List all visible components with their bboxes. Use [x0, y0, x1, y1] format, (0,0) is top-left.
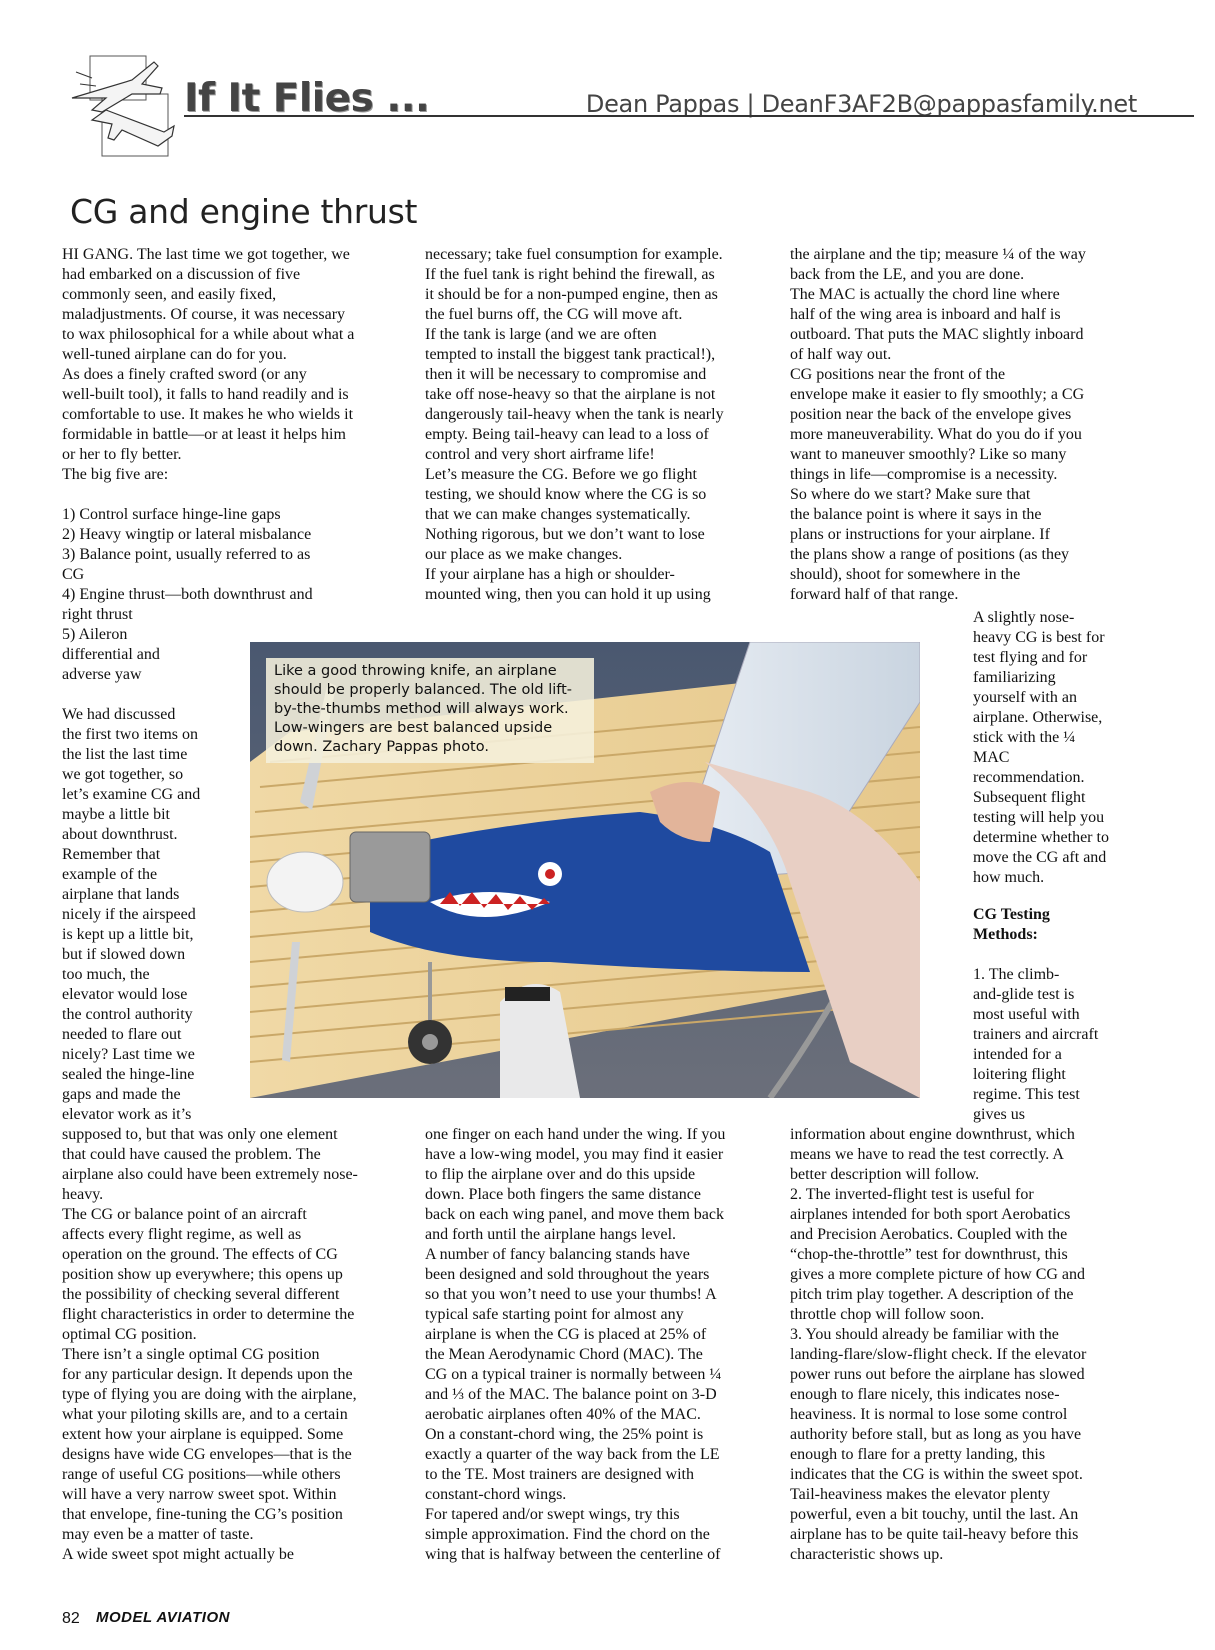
column-title: If It Flies ...: [184, 76, 430, 121]
byline: Dean Pappas | DeanF3AF2B@pappasfamily.net: [585, 90, 1137, 118]
column3-top-text: the airplane and the tip; measure ¼ of the way back from the LE, and you are done. The MAC is actually the chord line where half of the wing area is inboard and half is outboard. That puts the MAC slightly inboard of half way out. CG positions near the front of the envelope make it easier to fly smoothly; a CG position near the back of the envelope gives more maneuverability. What do you do if you want to maneuver smoothly? Like so many things in life—compromise is a necessity. So where do we start? Make sure that the balance point is where it says in the plans or instructions for your airplane. If the plans show a range of positions (as they should), shoot for somewhere in the forward half of that range.: [790, 246, 1086, 603]
magazine-name: MODEL AVIATION: [96, 1609, 230, 1626]
column3-narrow-text: A slightly nose- heavy CG is best for test flying and for familiarizing yourself with an airplane. Otherwise, stick with the ¼ MAC recommendation. Subsequent flight testing will help you determine whether to move the CG aft and how much.: [973, 609, 1109, 886]
subhead-cg-testing: CG Testing Methods:: [973, 906, 1050, 943]
column1-top-text: HI GANG. The last time we got together, we had embarked on a discussion of five commonly seen, and easily fixed, maladjustments. Of course, it was necessary to wax philosophical for a while about what a well-tuned airplane can do for you. As does a finely crafted sword (or any well-built tool), it falls to hand readily and is comfortable to use. It makes he who wields it formidable in battle—or at least it helps him or her to fly better. The big five are: 1) Control surface hinge-line gaps 2) Heavy wingtip or lateral misbalance 3) Balance point, usually referred to as CG 4) Engine thrust—both downthrust and right thrust 5) Aileron differential and adverse yaw: [62, 246, 355, 683]
column3-narrow2-text: 1. The climb- and-glide test is most useful with trainers and aircraft intended for a loitering flight regime. This test gives us: [973, 966, 1099, 1123]
header-rule: [184, 115, 1194, 117]
page-number: 82: [62, 1610, 80, 1627]
column3-bottom-text: information about engine downthrust, which means we have to read the test correctly. A better description will follow. 2. The inverted-flight test is useful for airplanes intended for both sport Aerobatics and Precision Aerobatics. Coupled with the “chop-the-throttle” test for downthrust, this gives a more complete picture of how CG and pitch trim play together. A description of the throttle chop will follow soon. 3. You should already be familiar with the landing-flare/slow-flight check. If the elevator power runs out before the airplane has slowed enough to flare nicely, this indicates nose- heaviness. It is normal to lose some control authority before stall, but as long as you have enough to flare for a pretty landing, this indicates that the CG is within the sweet spot. Tail-heaviness makes the elevator plenty powerful, even a bit touchy, until the last. An airplane has to be quite tail-heavy before this characteristic shows up.: [790, 1126, 1087, 1563]
column2-bottom-text: one finger on each hand under the wing. If you have a low-wing model, you may find it easier to flip the airplane over and do this upside down. Place both fingers the same distance back on each wing panel, and move them back and forth until the airplane hangs level. A number of fancy balancing stands have been designed and sold throughout the years so that you won’t need to use your thumbs! A typical safe starting point for almost any airplane is when the CG is placed at 25% of the Mean Aerodynamic Chord (MAC). The CG on a typical trainer is normally between ¼ and ⅓ of the MAC. The balance point on 3-D aerobatic airplanes often 40% of the MAC. On a constant-chord wing, the 25% point is exactly a quarter of the way back from the LE to the TE. Most trainers are designed with constant-chord wings. For tapered and/or swept wings, try this simple approximation. Find the chord on the wing that is halfway between the centerline of: [425, 1126, 726, 1563]
article-title: CG and engine thrust: [70, 192, 418, 232]
column2-top-text: necessary; take fuel consumption for example. If the fuel tank is right behind the firewall, as it should be for a non-pumped engine, then as the fuel burns off, the CG will move aft. If the tank is large (and we are often tempted to install the biggest tank practical!), then it will be necessary to compromise and take off nose-heavy so that the airplane is not dangerously tail-heavy when the tank is nearly empty. Being tail-heavy can lead to a loss of control and very short airframe life! Let’s measure the CG. Before we go flight testing, we should know where the CG is so that we can make changes systematically. Nothing rigorous, but we don’t want to lose our place as we make changes. If your airplane has a high or shoulder- mounted wing, then you can hold it up using: [425, 246, 724, 603]
column1-narrow-text: We had discussed the first two items on the list the last time we got together, so let’s examine CG and maybe a little bit about downthrust. Remember that example of the airplane that lands nicely if the airspeed is kept up a little bit, but if slowed down too much, the elevator would lose the control authority needed to flare out nicely? Last time we sealed the hinge-line gaps and made the elevator work as it’s: [62, 706, 201, 1123]
photo-caption: Like a good throwing knife, an airplane should be properly balanced. The old lift-by-the-thumbs method will always work. Low-wingers are best balanced upside down. Zachary Pappas photo.: [266, 658, 594, 763]
column1-bottom-text: supposed to, but that was only one element that could have caused the problem. The airplane also could have been extremely nose- heavy. The CG or balance point of an aircraft affects every flight regime, as well as operation on the ground. The effects of CG position show up everywhere; this opens up the possibility of checking several different flight characteristics in order to determine the optimal CG position. There isn’t a single optimal CG position for any particular design. It depends upon the type of flying you are doing with the airplane, what your piloting skills are, and to a certain extent how your airplane is equipped. Some designs have wide CG envelopes—that is the range of useful CG positions—while others will have a very narrow sweet spot. Within that envelope, fine-tuning the CG’s position may even be a matter of taste. A wide sweet spot might actually be: [62, 1126, 358, 1563]
airplane-sketch-icon: [62, 50, 180, 162]
